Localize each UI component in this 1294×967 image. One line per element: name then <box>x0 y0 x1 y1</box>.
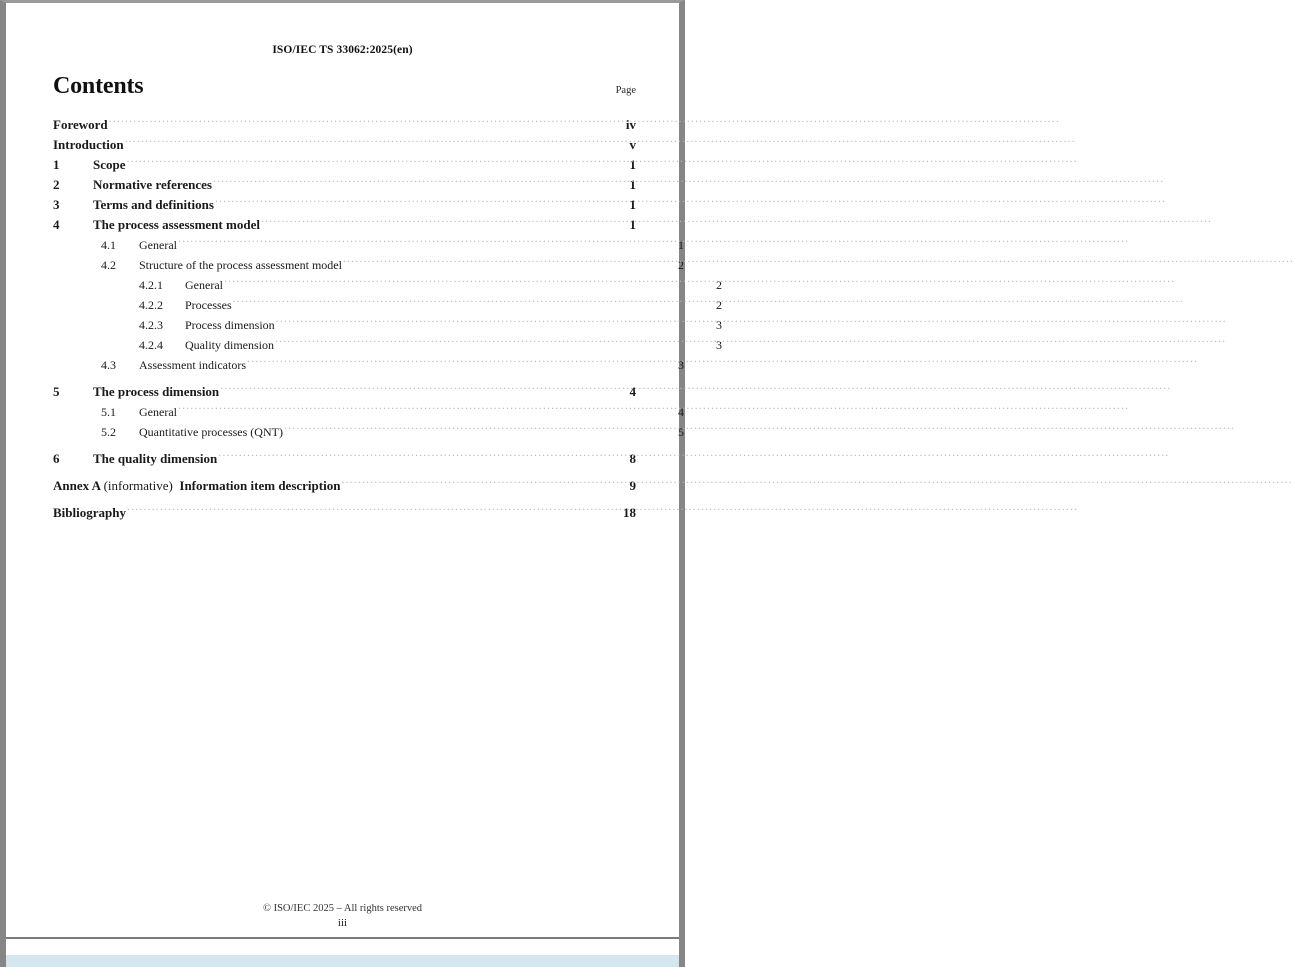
toc-entry-title: The quality dimension <box>93 451 218 466</box>
toc-entry-number: 2 <box>53 177 60 192</box>
toc-entry-title: Processes <box>185 298 232 312</box>
toc-entry-title: Assessment indicators <box>139 358 246 372</box>
toc-entry-title: Bibliography <box>53 505 126 520</box>
dot-leader <box>213 175 625 189</box>
dot-leader <box>125 135 625 149</box>
toc-entry-page-number: 4 <box>678 405 684 419</box>
viewer-bottom-edge <box>6 955 679 967</box>
toc-entry-number: 4.2.2 <box>139 298 163 312</box>
toc-entry-page-number: 2 <box>678 258 684 272</box>
toc-entry-number: 1 <box>53 157 60 172</box>
toc-list <box>53 115 722 523</box>
dot-leader <box>127 155 626 169</box>
toc-entry-number: 5.1 <box>101 405 116 419</box>
contents-header-row <box>53 73 636 107</box>
toc-entry-page-number: 9 <box>629 478 636 493</box>
dot-leader <box>275 335 711 349</box>
toc-entry-title: General <box>139 238 177 252</box>
dot-leader <box>284 422 673 436</box>
toc-entry-page-number: 1 <box>629 197 636 212</box>
toc-entry-page-number: 2 <box>716 278 722 292</box>
toc-entry-bibliography[interactable] <box>53 503 636 523</box>
toc-entry[interactable] <box>53 449 636 469</box>
toc-entry-page-number: 8 <box>629 451 636 466</box>
dot-leader <box>343 255 673 269</box>
toc-entry-number: 4.2.4 <box>139 338 163 352</box>
toc-entry-title: Introduction <box>53 137 124 152</box>
running-head: ISO/IEC TS 33062:2025(en) <box>272 44 413 56</box>
dot-leader <box>178 402 673 416</box>
table-of-contents <box>53 73 722 523</box>
toc-entry[interactable] <box>53 355 684 375</box>
toc-entry-title: Structure of the process assessment model <box>139 258 342 272</box>
toc-entry-page-number: 3 <box>678 358 684 372</box>
toc-entry-number: 5.2 <box>101 425 116 439</box>
page-column-label: Page <box>615 85 636 96</box>
toc-entry-number: 4.3 <box>101 358 116 372</box>
toc-entry-page-number: 18 <box>623 505 636 520</box>
copyright-notice: © ISO/IEC 2025 – All rights reserved <box>262 903 423 914</box>
toc-entry-number: 3 <box>53 197 60 212</box>
toc-entry-page-number: 1 <box>629 217 636 232</box>
toc-entry-number: 4.1 <box>101 238 116 252</box>
dot-leader <box>233 295 711 309</box>
toc-entry-page-number: 1 <box>629 177 636 192</box>
toc-entry-page-number: 1 <box>678 238 684 252</box>
toc-entry-page-number: 5 <box>678 425 684 439</box>
toc-entry-title <box>53 476 340 496</box>
toc-entry-page-number: v <box>629 137 636 152</box>
toc-entry-title: Quantitative processes (QNT) <box>139 425 283 439</box>
dot-leader <box>220 382 625 396</box>
document-page <box>6 3 722 953</box>
page-bottom-rule <box>6 937 679 939</box>
dot-leader <box>247 355 673 369</box>
annex-qualifier: (informative) <box>103 478 173 493</box>
toc-entry-page-number: 3 <box>716 318 722 332</box>
toc-entry-page-number: 3 <box>716 338 722 352</box>
toc-entry-page-number: iv <box>625 117 636 132</box>
dot-leader <box>109 115 625 129</box>
toc-entry-number: 5 <box>53 384 60 399</box>
toc-entry-title: General <box>139 405 177 419</box>
toc-entry-number: 4.2.3 <box>139 318 163 332</box>
toc-entry-number: 4 <box>53 217 60 232</box>
toc-entry-number: 6 <box>53 451 60 466</box>
toc-entry-title: Terms and definitions <box>93 197 214 212</box>
page-footer <box>6 901 679 931</box>
dot-leader <box>215 195 625 209</box>
toc-entry-number: 4.2 <box>101 258 116 272</box>
toc-entry-annex[interactable] <box>53 476 636 496</box>
dot-leader <box>341 476 625 490</box>
dot-leader <box>261 215 625 229</box>
page-title: Contents <box>53 73 144 99</box>
toc-entry-title: Normative references <box>93 177 212 192</box>
toc-entry-title: Quality dimension <box>185 338 274 352</box>
dot-leader <box>178 235 673 249</box>
toc-entry-title: Scope <box>93 157 126 172</box>
toc-entry-page-number: 1 <box>629 157 636 172</box>
toc-entry-number: 4.2.1 <box>139 278 163 292</box>
toc-entry-page-number: 4 <box>629 384 636 399</box>
dot-leader <box>127 503 622 517</box>
toc-entry-title: The process dimension <box>93 384 220 399</box>
toc-entry-title: The process assessment model <box>93 217 260 232</box>
dot-leader <box>224 275 711 289</box>
toc-entry[interactable] <box>53 422 684 442</box>
toc-entry-title: General <box>185 278 223 292</box>
folio-number: iii <box>337 917 348 929</box>
toc-entry-title: Foreword <box>53 117 108 132</box>
toc-entry-page-number: 2 <box>716 298 722 312</box>
toc-entry-title: Process dimension <box>185 318 275 332</box>
annex-label: Annex A <box>53 478 101 493</box>
dot-leader <box>276 315 711 329</box>
dot-leader <box>218 449 625 463</box>
annex-title: Information item description <box>179 478 341 493</box>
